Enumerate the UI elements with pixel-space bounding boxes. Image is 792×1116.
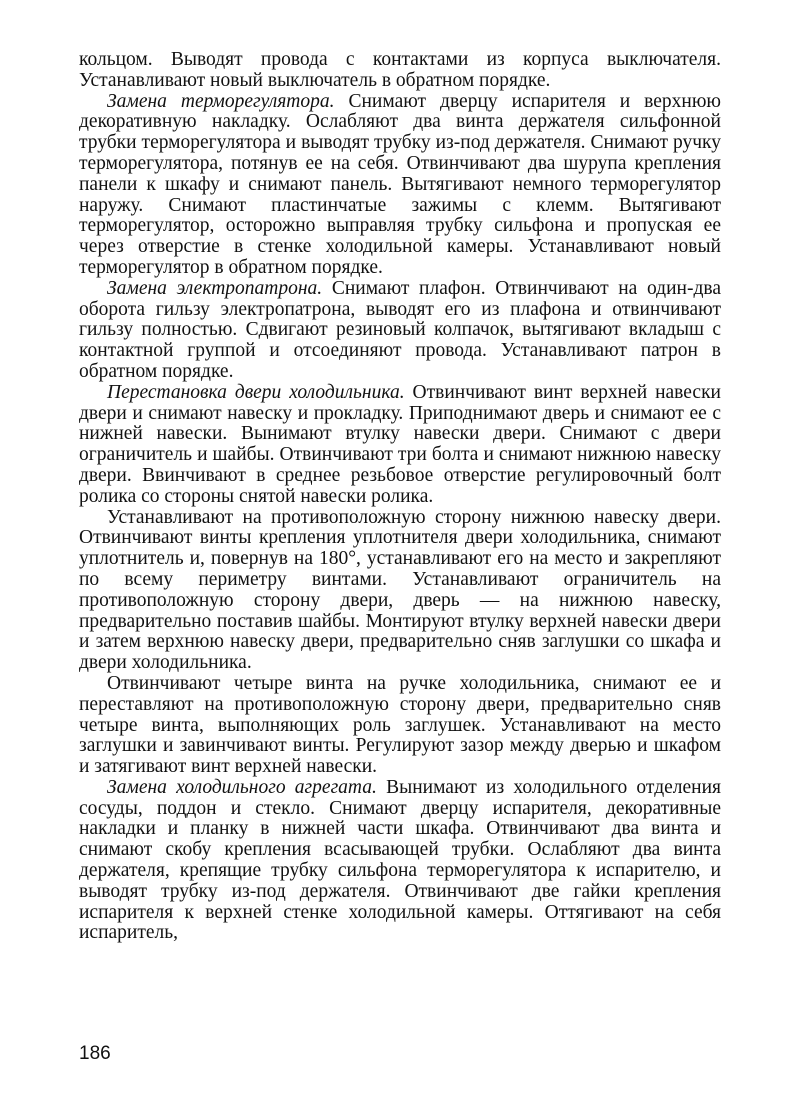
paragraph-door-reversal — [79, 383, 721, 508]
paragraph-heading: Замена электропатрона. — [107, 277, 323, 299]
page-body — [79, 50, 721, 944]
paragraph-door-reversal-continued — [79, 508, 721, 674]
page-number: 186 — [79, 1043, 111, 1064]
paragraph-text: Снимают плафон. Отвинчивают на один-два оборота гильзу электропатрона, выводят его из плафона и отвинчивают гильзу полностью. Сдвигают резиновый колпачок, вытягивают вкладыш с контактной группой и отсоединяют провода. Устанавливают патрон в обратном порядке. — [79, 277, 721, 382]
paragraph-thermostat-replacement — [79, 92, 721, 279]
paragraph-lamp-socket-replacement — [79, 279, 721, 383]
paragraph-text: Вынимают из холодильного отделения сосуды, поддон и стекло. Снимают дверцу испарителя, декоративные накладки и планку в нижней части шкафа. Отвинчивают два винта и снимают скобу крепления всасывающей трубки. Ослабляют два винта держателя, крепящие трубку сильфона терморегулятора к испарителю, и выводят трубку из-под держателя. Отвинчивают две гайки крепления испарителя к верхней стенке холодильной камеры. Оттягивают на себя испаритель, — [79, 776, 721, 944]
paragraph-handle-reversal — [79, 674, 721, 778]
paragraph-heading: Замена холодильного агрегата. — [107, 776, 377, 798]
paragraph-text: Снимают дверцу испарителя и верхнюю декоративную накладку. Ослабляют два винта держателя сильфонной трубки терморегулятора и выводят трубку из-под держателя. Снимают ручку терморегулятора, потянув ее на себя. Отвинчивают два шурупа крепления панели к шкафу и снимают панель. Вытягивают немного терморегулятор наружу. Снимают пластинчатые зажимы с клемм. Вытягивают терморегулятор, осторожно выправляя трубку сильфона и пропуская ее через отверстие в стенке холодильной камеры. Устанавливают новый терморегулятор в обратном порядке. — [79, 90, 721, 278]
paragraph-refrigeration-unit-replacement — [79, 778, 721, 944]
paragraph-continuation — [79, 50, 721, 92]
paragraph-heading: Замена терморегулятора. — [107, 90, 335, 112]
paragraph-heading: Перестановка двери холодильника. — [107, 381, 405, 403]
paragraph-text: Устанавливают на противоположную сторону нижнюю навеску двери. Отвинчивают винты крепления уплотнителя двери холодильника, снимают уплотнитель и, повернув на 180°, устанавливают его на место и закрепляют по всему периметру винтами. Устанавливают ограничитель на противоположную сторону двери, дверь — на нижнюю навеску, предварительно поставив шайбы. Монтируют втулку верхней навески двери и затем верхнюю навеску двери, предварительно сняв заглушки со шкафа и двери холодильника. — [79, 506, 721, 674]
paragraph-text: Отвинчивают винт верхней навески двери и снимают навеску и прокладку. Приподнимают дверь и снимают ее с нижней навески. Вынимают втулку навески двери. Снимают с двери ограничитель и шайбы. Отвинчивают три болта и снимают нижнюю навеску двери. Ввинчивают в среднее резьбовое отверстие регулировочный болт ролика со стороны снятой навески ролика. — [79, 381, 721, 507]
paragraph-text: кольцом. Выводят провода с контактами из корпуса выключателя. Устанавливают новый выключатель в обратном порядке. — [79, 49, 721, 91]
paragraph-text: Отвинчивают четыре винта на ручке холодильника, снимают ее и переставляют на противоположную сторону двери, предварительно сняв четыре винта, выполняющих роль заглушек. Устанавливают на место заглушки и завинчивают винты. Регулируют зазор между дверью и шкафом и затягивают винт верхней навески. — [79, 672, 721, 778]
